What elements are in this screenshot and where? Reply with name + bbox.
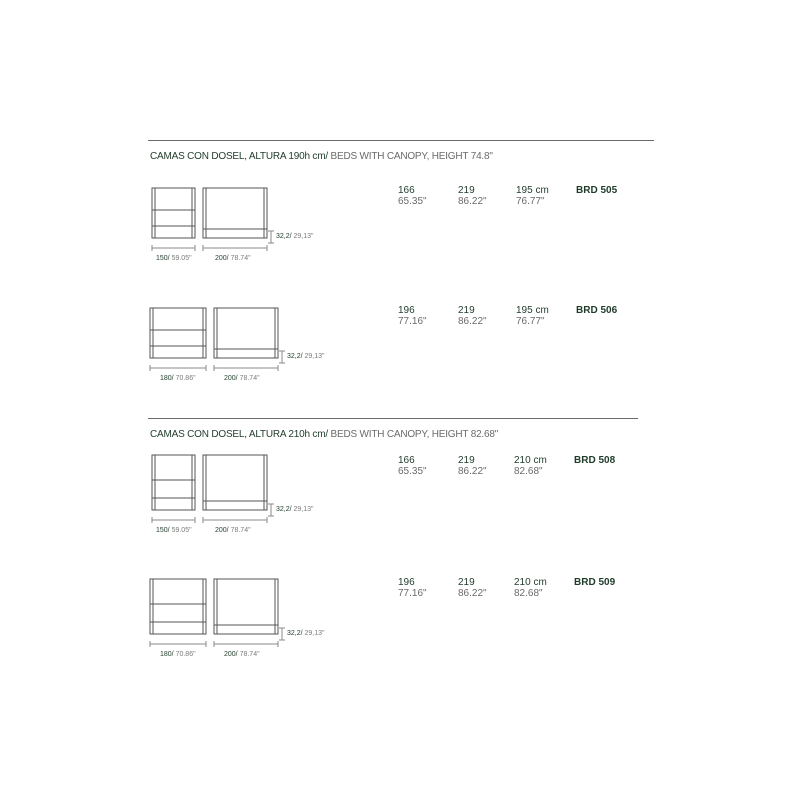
- base-height-dimension: 32,2/ 29,13": [287, 630, 325, 637]
- side-length-dimension: 200/ 78.74": [224, 651, 260, 658]
- product-row-brd-509: [140, 577, 660, 677]
- section-title-es: CAMAS CON DOSEL, ALTURA 190h cm/: [150, 151, 328, 162]
- side-length-dimension: 200/ 78.74": [224, 375, 260, 382]
- section-divider: [148, 140, 654, 141]
- length-value: 219 86.22": [458, 455, 487, 477]
- base-height-dimension: 32,2/ 29,13": [276, 233, 314, 240]
- front-width-dimension: 150/ 59.05": [156, 527, 192, 534]
- product-code: BRD 509: [574, 577, 616, 588]
- width-value: 196 77.16": [398, 305, 427, 327]
- height-value: 210 cm 82.68": [514, 577, 547, 599]
- side-length-dimension: 200/ 78.74": [215, 527, 251, 534]
- product-row-brd-506: [140, 305, 660, 405]
- side-length-dimension: 200/ 78.74": [215, 255, 251, 262]
- base-height-dimension: 32,2/ 29,13": [287, 353, 325, 360]
- section-title: [150, 151, 493, 162]
- section-title-en: BEDS WITH CANOPY, HEIGHT 82.68": [327, 429, 499, 440]
- product-code: BRD 505: [576, 185, 618, 196]
- section-title-es: CAMAS CON DOSEL, ALTURA 210h cm/: [150, 429, 328, 440]
- front-width-dimension: 150/ 59.05": [156, 255, 192, 262]
- section-title-en: BEDS WITH CANOPY, HEIGHT 74.8": [327, 151, 493, 162]
- length-value: 219 86.22": [458, 185, 487, 207]
- product-code: BRD 506: [576, 305, 618, 316]
- product-code: BRD 508: [574, 455, 616, 466]
- product-row-brd-508: [140, 455, 660, 555]
- base-height-dimension: 32,2/ 29,13": [276, 506, 314, 513]
- section-divider: [148, 418, 638, 419]
- front-width-dimension: 180/ 70.86": [160, 375, 196, 382]
- height-value: 195 cm 76.77": [516, 185, 549, 207]
- width-value: 166 65.35": [398, 455, 427, 477]
- length-value: 219 86.22": [458, 577, 487, 599]
- length-value: 219 86.22": [458, 305, 487, 327]
- height-value: 210 cm 82.68": [514, 455, 547, 477]
- front-width-dimension: 180/ 70.86": [160, 651, 196, 658]
- product-row-brd-505: [140, 185, 660, 285]
- height-value: 195 cm 76.77": [516, 305, 549, 327]
- width-value: 166 65.35": [398, 185, 427, 207]
- section-title: [150, 429, 498, 440]
- width-value: 196 77.16": [398, 577, 427, 599]
